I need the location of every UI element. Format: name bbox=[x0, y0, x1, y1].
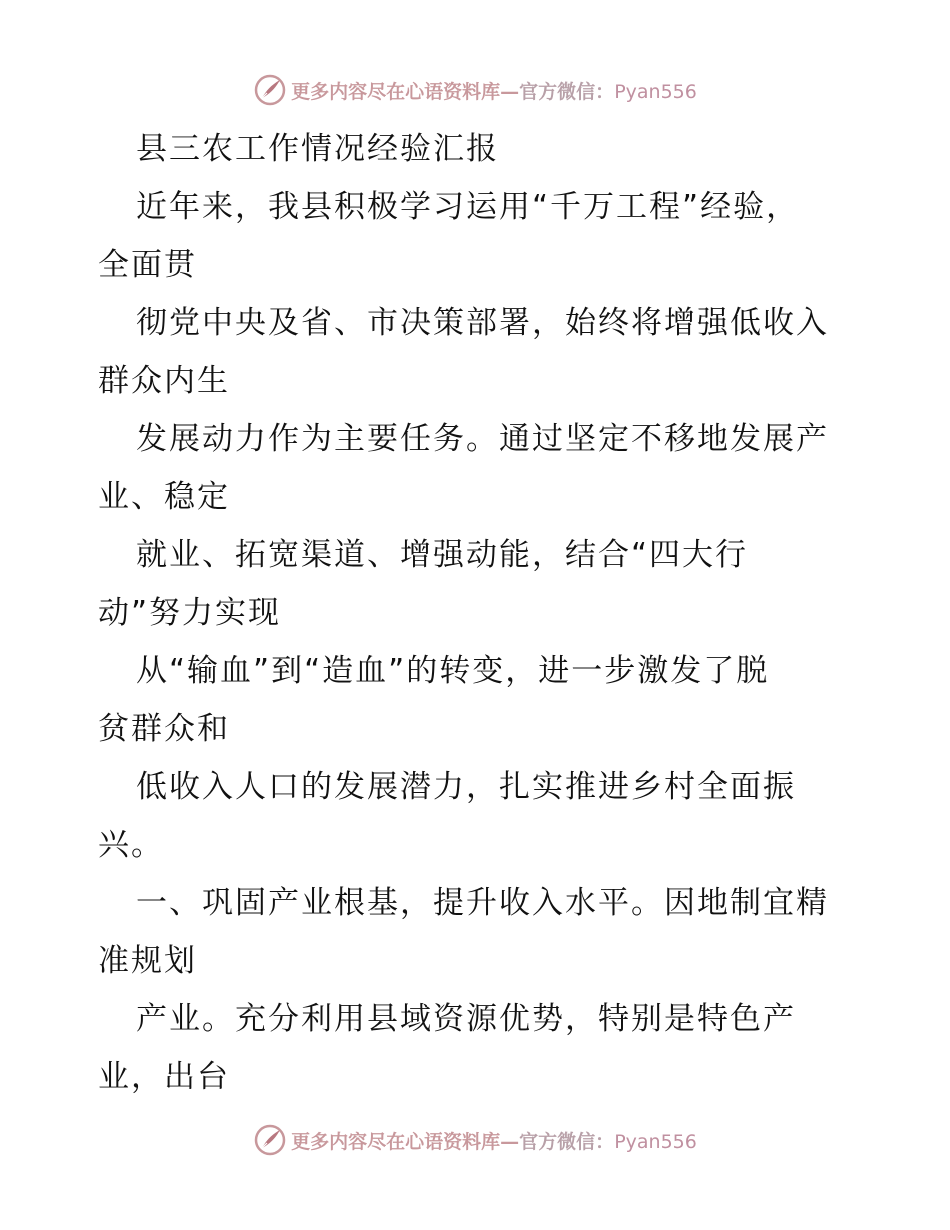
paragraph-line: 低收入人口的发展潜力，扎实推进乡村全面振 bbox=[136, 769, 796, 805]
watermark-wechat-id: Pyan556 bbox=[614, 80, 697, 103]
paragraph-line: 准规划 bbox=[98, 943, 197, 979]
paragraph-line: 贫群众和 bbox=[98, 711, 230, 747]
quill-pen-icon bbox=[253, 73, 287, 107]
paragraph-line: 群众内生 bbox=[98, 363, 230, 399]
watermark-text bbox=[291, 77, 697, 104]
paragraph-line: 业、稳定 bbox=[98, 479, 230, 515]
paragraph-line: 就业、拓宽渠道、增强动能，结合“四大行 bbox=[136, 537, 749, 573]
paragraph-line: 业，出台 bbox=[98, 1059, 230, 1095]
paragraph-line: 从“输血”到“造血”的转变，进一步激发了脱 bbox=[136, 653, 770, 689]
paragraph-line: 发展动力作为主要任务。通过坚定不移地发展产 bbox=[136, 421, 829, 457]
document-title: 县三农工作情况经验汇报 bbox=[136, 131, 499, 167]
watermark-wechat-id: Pyan556 bbox=[614, 1130, 697, 1153]
watermark-site-text: 更多内容尽在心语资料库 bbox=[291, 80, 501, 103]
paragraph-line: 产业。充分利用县域资源优势，特别是特色产 bbox=[136, 1001, 796, 1037]
watermark-wechat-label: 官方微信： bbox=[519, 1130, 615, 1153]
paragraph-line: 近年来，我县积极学习运用“千万工程”经验， bbox=[136, 189, 800, 225]
paragraph-line: 全面贯 bbox=[98, 247, 197, 283]
document-body bbox=[98, 120, 868, 1106]
watermark-site-text: 更多内容尽在心语资料库 bbox=[291, 1130, 501, 1153]
quill-pen-icon bbox=[253, 1123, 287, 1157]
paragraph-line: 兴。 bbox=[98, 827, 164, 863]
paragraph-line: 动”努力实现 bbox=[98, 595, 282, 631]
header-watermark-banner bbox=[0, 70, 950, 110]
watermark-text bbox=[291, 1127, 697, 1154]
section-heading-line: 一、巩固产业根基，提升收入水平。因地制宜精 bbox=[136, 885, 829, 921]
footer-watermark-banner bbox=[0, 1120, 950, 1160]
paragraph-line: 彻党中央及省、市决策部署，始终将增强低收入 bbox=[136, 305, 829, 341]
watermark-wechat-label: 官方微信： bbox=[519, 80, 615, 103]
watermark-separator: — bbox=[500, 80, 520, 103]
watermark-separator: — bbox=[500, 1130, 520, 1153]
